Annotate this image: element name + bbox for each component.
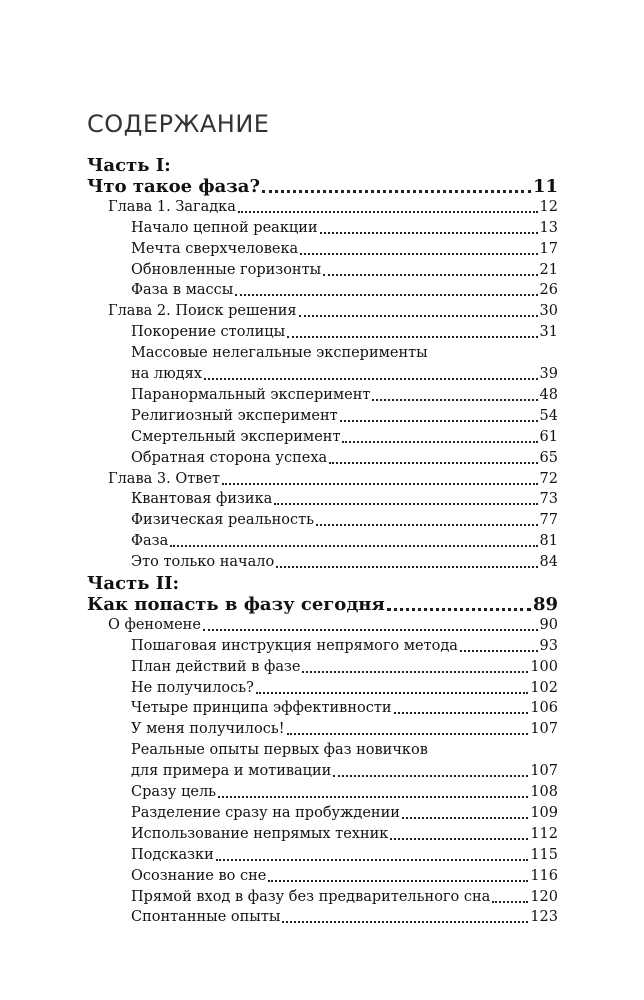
toc-entry-title-line: Реальные опыты первых фаз новичков — [131, 742, 428, 759]
toc-page-number: 90 — [539, 616, 558, 633]
toc-entry-title: Прямой вход в фазу без предварительного сна — [131, 888, 491, 905]
toc-entry-title: Начало цепной реакции — [131, 219, 318, 236]
toc-entry-title-line: Массовые нелегальные эксперименты — [131, 345, 428, 362]
toc-section-entry — [131, 719, 558, 739]
dot-leader — [394, 698, 529, 718]
toc-page-number: 106 — [530, 700, 558, 717]
dot-leader — [300, 239, 537, 259]
toc-page-number: 11 — [532, 175, 558, 197]
toc-section-entry — [131, 907, 558, 927]
toc-entry-title: Квантовая физика — [131, 491, 273, 508]
toc-entry-title: Пошаговая инструкция непрямого метода — [131, 637, 458, 654]
toc-entry-title: на людях — [131, 366, 203, 382]
dot-leader — [203, 615, 538, 635]
toc-entry-title: Обратная сторона успеха — [131, 449, 328, 466]
dot-leader — [402, 803, 528, 823]
dot-leader — [329, 448, 537, 468]
toc-page-number: 13 — [539, 219, 558, 236]
toc-entry-title: Использование непрямых техник — [131, 825, 389, 842]
dot-leader — [218, 782, 528, 802]
dot-leader — [287, 322, 537, 342]
toc-section-entry — [131, 239, 558, 259]
dot-leader — [235, 280, 537, 300]
dot-leader — [390, 824, 528, 844]
toc-section-entry — [131, 448, 558, 468]
toc-page-number: 48 — [539, 386, 558, 403]
toc-page-number: 65 — [539, 449, 558, 466]
toc-chapter-entry — [108, 197, 558, 217]
toc-section-entry — [131, 887, 558, 907]
toc-page-number: 120 — [530, 888, 558, 905]
toc-page-number: 108 — [530, 784, 558, 800]
toc-page-number: 73 — [539, 491, 558, 508]
dot-leader — [299, 301, 538, 321]
dot-leader — [238, 197, 538, 217]
dot-leader — [274, 489, 537, 509]
dot-leader — [340, 406, 538, 426]
toc-entry-title: Осознание во сне — [131, 867, 267, 884]
dot-leader — [268, 866, 528, 886]
toc-entry-title: Смертельный эксперимент — [131, 428, 341, 445]
toc-page-number: 123 — [530, 909, 558, 926]
toc-page-number: 39 — [539, 366, 558, 382]
toc-page-number: 12 — [539, 198, 558, 215]
toc-section-entry — [131, 260, 558, 280]
dot-leader — [282, 907, 528, 927]
toc-section-entry — [131, 803, 558, 823]
toc-page-number: 107 — [530, 721, 558, 738]
toc-page-number: 102 — [530, 679, 558, 696]
dot-leader — [387, 594, 531, 616]
toc-section-entry — [131, 678, 558, 698]
dot-leader — [316, 510, 537, 530]
toc-section-entry — [131, 531, 558, 551]
toc-page-number: 26 — [539, 282, 558, 299]
toc-entry-title: Подсказки — [131, 846, 214, 863]
toc-entry-title: Глава 3. Ответ — [108, 470, 220, 487]
toc-section-entry — [131, 657, 558, 677]
toc-entry-title: Паранормальный эксперимент — [131, 386, 371, 403]
toc-section-entry — [131, 698, 558, 718]
toc-entry-title: План действий в фазе — [131, 658, 301, 675]
toc-page-number: 107 — [530, 763, 558, 780]
toc-page-number: 116 — [530, 867, 558, 884]
toc-entry-title: Не получилось? — [131, 679, 254, 696]
toc-section-entry — [131, 782, 558, 802]
toc-entry-title: Спонтанные опыты — [131, 909, 281, 926]
dot-leader — [170, 531, 537, 551]
toc-entry-title: Религиозный эксперимент — [131, 407, 338, 424]
toc-page-number: 72 — [539, 470, 558, 487]
toc-section-entry — [131, 845, 558, 865]
toc-part-heading: Часть II: — [87, 573, 180, 594]
dot-leader — [204, 364, 538, 384]
dot-leader — [222, 469, 538, 489]
toc-page-number: 31 — [539, 324, 558, 341]
dot-leader — [372, 385, 537, 405]
dot-leader — [256, 678, 528, 698]
dot-leader — [333, 761, 528, 781]
toc-section-entry — [131, 385, 558, 405]
dot-leader — [302, 657, 528, 677]
dot-leader — [460, 636, 538, 656]
toc-page-number: 115 — [530, 846, 558, 863]
toc-page-number: 61 — [539, 428, 558, 445]
toc-section-entry — [131, 761, 558, 781]
toc-entry-title: Глава 1. Загадка — [108, 198, 236, 215]
toc-entry-title: Покорение столицы — [131, 324, 286, 341]
dot-leader — [216, 845, 529, 865]
page-title: СОДЕРЖАНИЕ — [87, 110, 270, 138]
toc-entry-title: Четыре принципа эффективности — [131, 700, 392, 717]
toc-entry-title: Глава 2. Поиск решения — [108, 303, 297, 320]
toc-entry-title: Мечта сверхчеловека — [131, 240, 299, 257]
toc-page-number: 30 — [539, 303, 558, 320]
toc-entry-title: Фаза — [131, 533, 169, 550]
toc-entry-title: Физическая реальность — [131, 512, 315, 529]
toc-section-entry — [131, 218, 558, 238]
toc-entry-title: Разделение сразу на пробуждении — [131, 804, 400, 821]
toc-part-entry — [87, 176, 558, 198]
toc-entry-title: Как попасть в фазу сегодня — [87, 593, 385, 615]
toc-entry-title: Обновленные горизонты — [131, 261, 322, 278]
toc-section-entry — [131, 636, 558, 656]
toc-page-number: 54 — [539, 407, 558, 424]
dot-leader — [342, 427, 537, 447]
dot-leader — [492, 887, 528, 907]
toc-section-entry — [131, 364, 558, 384]
toc-entry-title: Фаза в массы — [131, 282, 234, 299]
toc-part-heading: Часть I: — [87, 155, 171, 176]
toc-section-entry — [131, 552, 558, 572]
toc-page-number: 93 — [539, 637, 558, 654]
toc-entry-title: У меня получилось! — [131, 721, 285, 738]
toc-section-entry — [131, 866, 558, 886]
toc-page-number: 84 — [539, 554, 558, 571]
toc-entry-title: Что такое фаза? — [87, 175, 260, 197]
toc-page-number: 17 — [539, 240, 558, 257]
toc-chapter-entry — [108, 469, 558, 489]
toc-page-number: 109 — [530, 804, 558, 821]
toc-section-entry — [131, 406, 558, 426]
toc-entry-title: Это только начало — [131, 554, 275, 571]
dot-leader — [320, 218, 538, 238]
toc-entry-title: Сразу цель — [131, 784, 217, 800]
toc-page-number: 89 — [532, 593, 558, 615]
toc-page-number: 112 — [530, 825, 558, 842]
toc-page-number: 77 — [539, 512, 558, 529]
toc-part-entry — [87, 594, 558, 616]
toc-section-entry — [131, 322, 558, 342]
toc-section-entry — [131, 489, 558, 509]
toc-page-number: 81 — [539, 533, 558, 550]
toc-entry-title: для примера и мотивации — [131, 763, 332, 780]
toc-chapter-entry — [108, 615, 558, 635]
dot-leader — [262, 176, 531, 198]
toc-section-entry — [131, 824, 558, 844]
toc-chapter-entry — [108, 301, 558, 321]
dot-leader — [287, 719, 529, 739]
toc-page-number: 21 — [539, 261, 558, 278]
toc-page-number: 100 — [530, 658, 558, 675]
dot-leader — [276, 552, 537, 572]
toc-section-entry — [131, 510, 558, 530]
toc-section-entry — [131, 427, 558, 447]
dot-leader — [323, 260, 537, 280]
toc-section-entry — [131, 280, 558, 300]
toc-entry-title: О феномене — [108, 616, 201, 633]
